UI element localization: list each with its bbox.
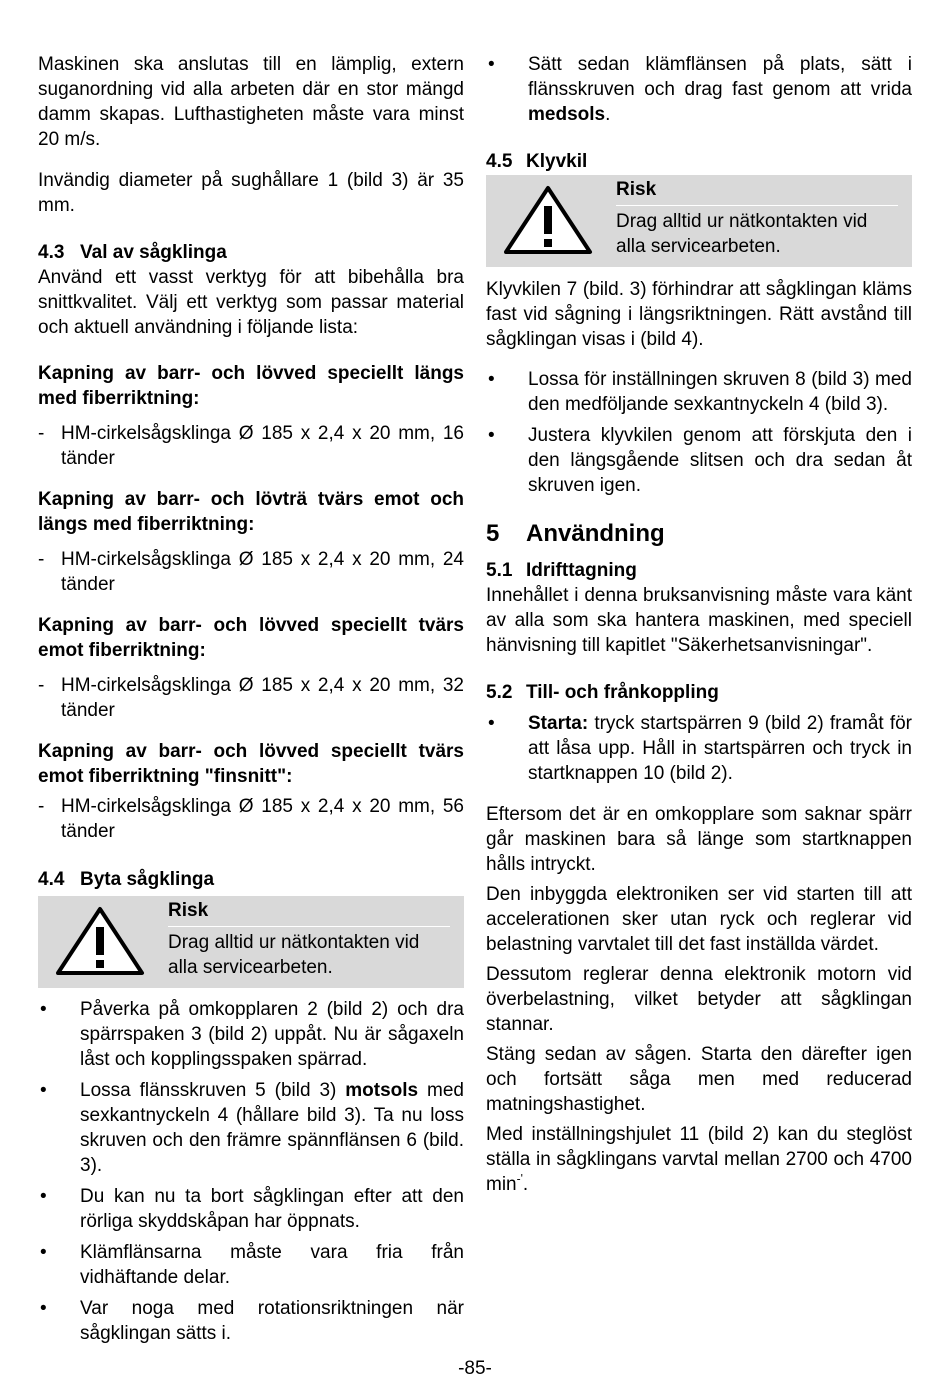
section-5-2-heading (486, 680, 912, 705)
bullet-icon: • (488, 369, 495, 390)
section-4-4-heading (38, 867, 464, 892)
list-item: • Påverka på omkopplaren 2 (bild 2) och dra spärrspaken 3 (bild 2) uppåt. Nu är sågaxeln låst och kopplingsspaken spärrad. (40, 999, 464, 1070)
paragraph: Den inbyggda elektroniken ser vid starten till att accelerationen sker utan ryck och reglerar vid belastning varvtalet till det fast inställda värdet. (486, 884, 912, 955)
section-number: 5.2 (486, 682, 513, 703)
paragraph: Dessutom reglerar denna elektronik motorn vid överbelastning, vilket betyder att sågklingan stannar. (486, 964, 912, 1035)
risk-warning-box (38, 896, 464, 988)
blade-category (38, 361, 464, 471)
intro-diameter-paragraph: Invändig diameter på sughållare 1 (bild 3) är 35 mm. (38, 170, 464, 216)
right-column (486, 52, 912, 1197)
list-item: • Lossa flänsskruven 5 (bild 3) motsols med sexkantnyckeln 4 (hållare bild 3). Ta nu loss skruven och den främre spännflänsen 6 (bild. 3). (40, 1080, 464, 1176)
blade-category (38, 613, 464, 723)
section-4-3-heading (38, 240, 464, 265)
paragraph: Stäng sedan av sågen. Starta den därefter igen och fortsätt såga men med reducerad matningshastighet. (486, 1044, 912, 1115)
section-number: 4.3 (38, 242, 65, 263)
blade-category-title: Kapning av barr- och lövved speciellt tvärs emot fiberriktning "finsnitt": (38, 741, 464, 787)
blade-category-item: - HM-cirkelsågsklinga Ø 185 x 2,4 x 20 mm, 32 tänder (38, 673, 464, 723)
paragraph: Med inställningshjulet 11 (bild 2) kan du steglöst ställa in sågklingans varvtal mellan 2700 och 4700 min-'. (486, 1124, 912, 1195)
intro-paragraph: Maskinen ska anslutas till en lämplig, extern suganordning vid alla arbeten där en stor mängd damm skapas. Lufthastigheten måste vara minst 20 m/s. (38, 54, 464, 150)
section-5-1-heading (486, 558, 912, 583)
blade-category (38, 487, 464, 597)
risk-warning-box (486, 175, 912, 267)
bullet-icon: • (40, 1186, 47, 1207)
section-number: 4.4 (38, 869, 65, 890)
section-title: Byta sågklinga (80, 869, 215, 890)
section-title: Idrifttagning (526, 560, 637, 581)
risk-title: Risk (616, 179, 657, 200)
bullet-icon: • (40, 999, 47, 1020)
blade-category-title: Kapning av barr- och lövträ tvärs emot och längs med fiberriktning: (38, 489, 464, 535)
riving-knife-steps (486, 367, 912, 498)
list-item: • Sätt sedan klämflänsen på plats, sätt i flänsskruven och drag fast genom att vrida medsols. (488, 54, 912, 125)
list-item: • Starta: tryck startspärren 9 (bild 2) framåt för att låsa upp. Håll in startspärren och tryck in startknappen 10 (bild 2). (488, 713, 912, 784)
section-number: 5.1 (486, 560, 513, 581)
bullet-icon: • (40, 1242, 47, 1263)
section-4-3-paragraph: Använd ett vasst verktyg för att bibehålla bra snittkvalitet. Välj ett verktyg som passar material och aktuell användning i följande lista: (38, 267, 464, 338)
risk-text: Drag alltid ur nätkontakten vid alla servicearbeten. (168, 932, 420, 978)
blade-category-item: - HM-cirkelsågsklinga Ø 185 x 2,4 x 20 mm, 16 tänder (38, 421, 464, 471)
risk-title: Risk (168, 900, 209, 921)
list-item: • Klämflänsarna måste vara fria från vidhäftande delar. (40, 1242, 464, 1288)
list-item: • Lossa för inställningen skruven 8 (bild 3) med den medföljande sexkantnyckeln 4 (bild 3). (488, 369, 912, 415)
paragraph: Eftersom det är en omkopplare som saknar spärr går maskinen bara så länge som startknappen hålls intryckt. (486, 804, 912, 875)
section-title: Användning (526, 520, 665, 547)
bullet-icon: • (488, 425, 495, 446)
bullet-icon: • (488, 54, 495, 75)
list-item: • Var noga med rotationsriktningen när sågklingan sätts i. (40, 1298, 464, 1344)
risk-divider (616, 205, 898, 206)
blade-category-item: - HM-cirkelsågsklinga Ø 185 x 2,4 x 20 mm, 56 tänder (38, 794, 464, 844)
section-number: 5 (486, 520, 500, 547)
risk-text: Drag alltid ur nätkontakten vid alla servicearbeten. (616, 211, 868, 257)
blade-category (38, 739, 464, 844)
bullet-icon: • (488, 713, 495, 734)
riving-knife-paragraph: Klyvkilen 7 (bild. 3) förhindrar att sågklingan kläms fast vid sågning i längsriktningen. Rätt avstånd till sågklingan visas i (bild 4). (486, 279, 912, 350)
bullet-icon: • (40, 1080, 47, 1101)
warning-triangle-icon (54, 905, 146, 977)
blade-category-title: Kapning av barr- och lövved speciellt tvärs emot fiberriktning: (38, 615, 464, 661)
section-title: Klyvkil (526, 151, 588, 172)
page-number: -85- (458, 1358, 492, 1379)
start-steps (486, 711, 912, 786)
blade-change-steps (38, 997, 464, 1346)
blade-category-title: Kapning av barr- och lövved speciellt längs med fiberriktning: (38, 363, 464, 409)
blade-category-item: - HM-cirkelsågsklinga Ø 185 x 2,4 x 20 mm, 24 tänder (38, 547, 464, 597)
section-5-1-paragraph: Innehållet i denna bruksanvisning måste vara känt av alla som ska hantera maskinen, med speciell hänvisning till kapitlet "Säkerhetsanvisningar". (486, 585, 912, 656)
blade-change-steps-continued (486, 52, 912, 127)
list-item: • Justera klyvkilen genom att förskjuta den i den längsgående slitsen och dra sedan åt skruven igen. (488, 425, 912, 496)
section-4-5-heading (486, 149, 912, 174)
warning-triangle-icon (502, 184, 594, 256)
section-number: 4.5 (486, 151, 513, 172)
section-title: Val av sågklinga (80, 242, 227, 263)
bullet-icon: • (40, 1298, 47, 1319)
section-title: Till- och frånkoppling (526, 682, 719, 703)
risk-divider (168, 926, 450, 927)
left-column (38, 52, 464, 1346)
list-item: • Du kan nu ta bort sågklingan efter att den rörliga skyddskåpan har öppnats. (40, 1186, 464, 1232)
chapter-5-heading (486, 519, 912, 549)
